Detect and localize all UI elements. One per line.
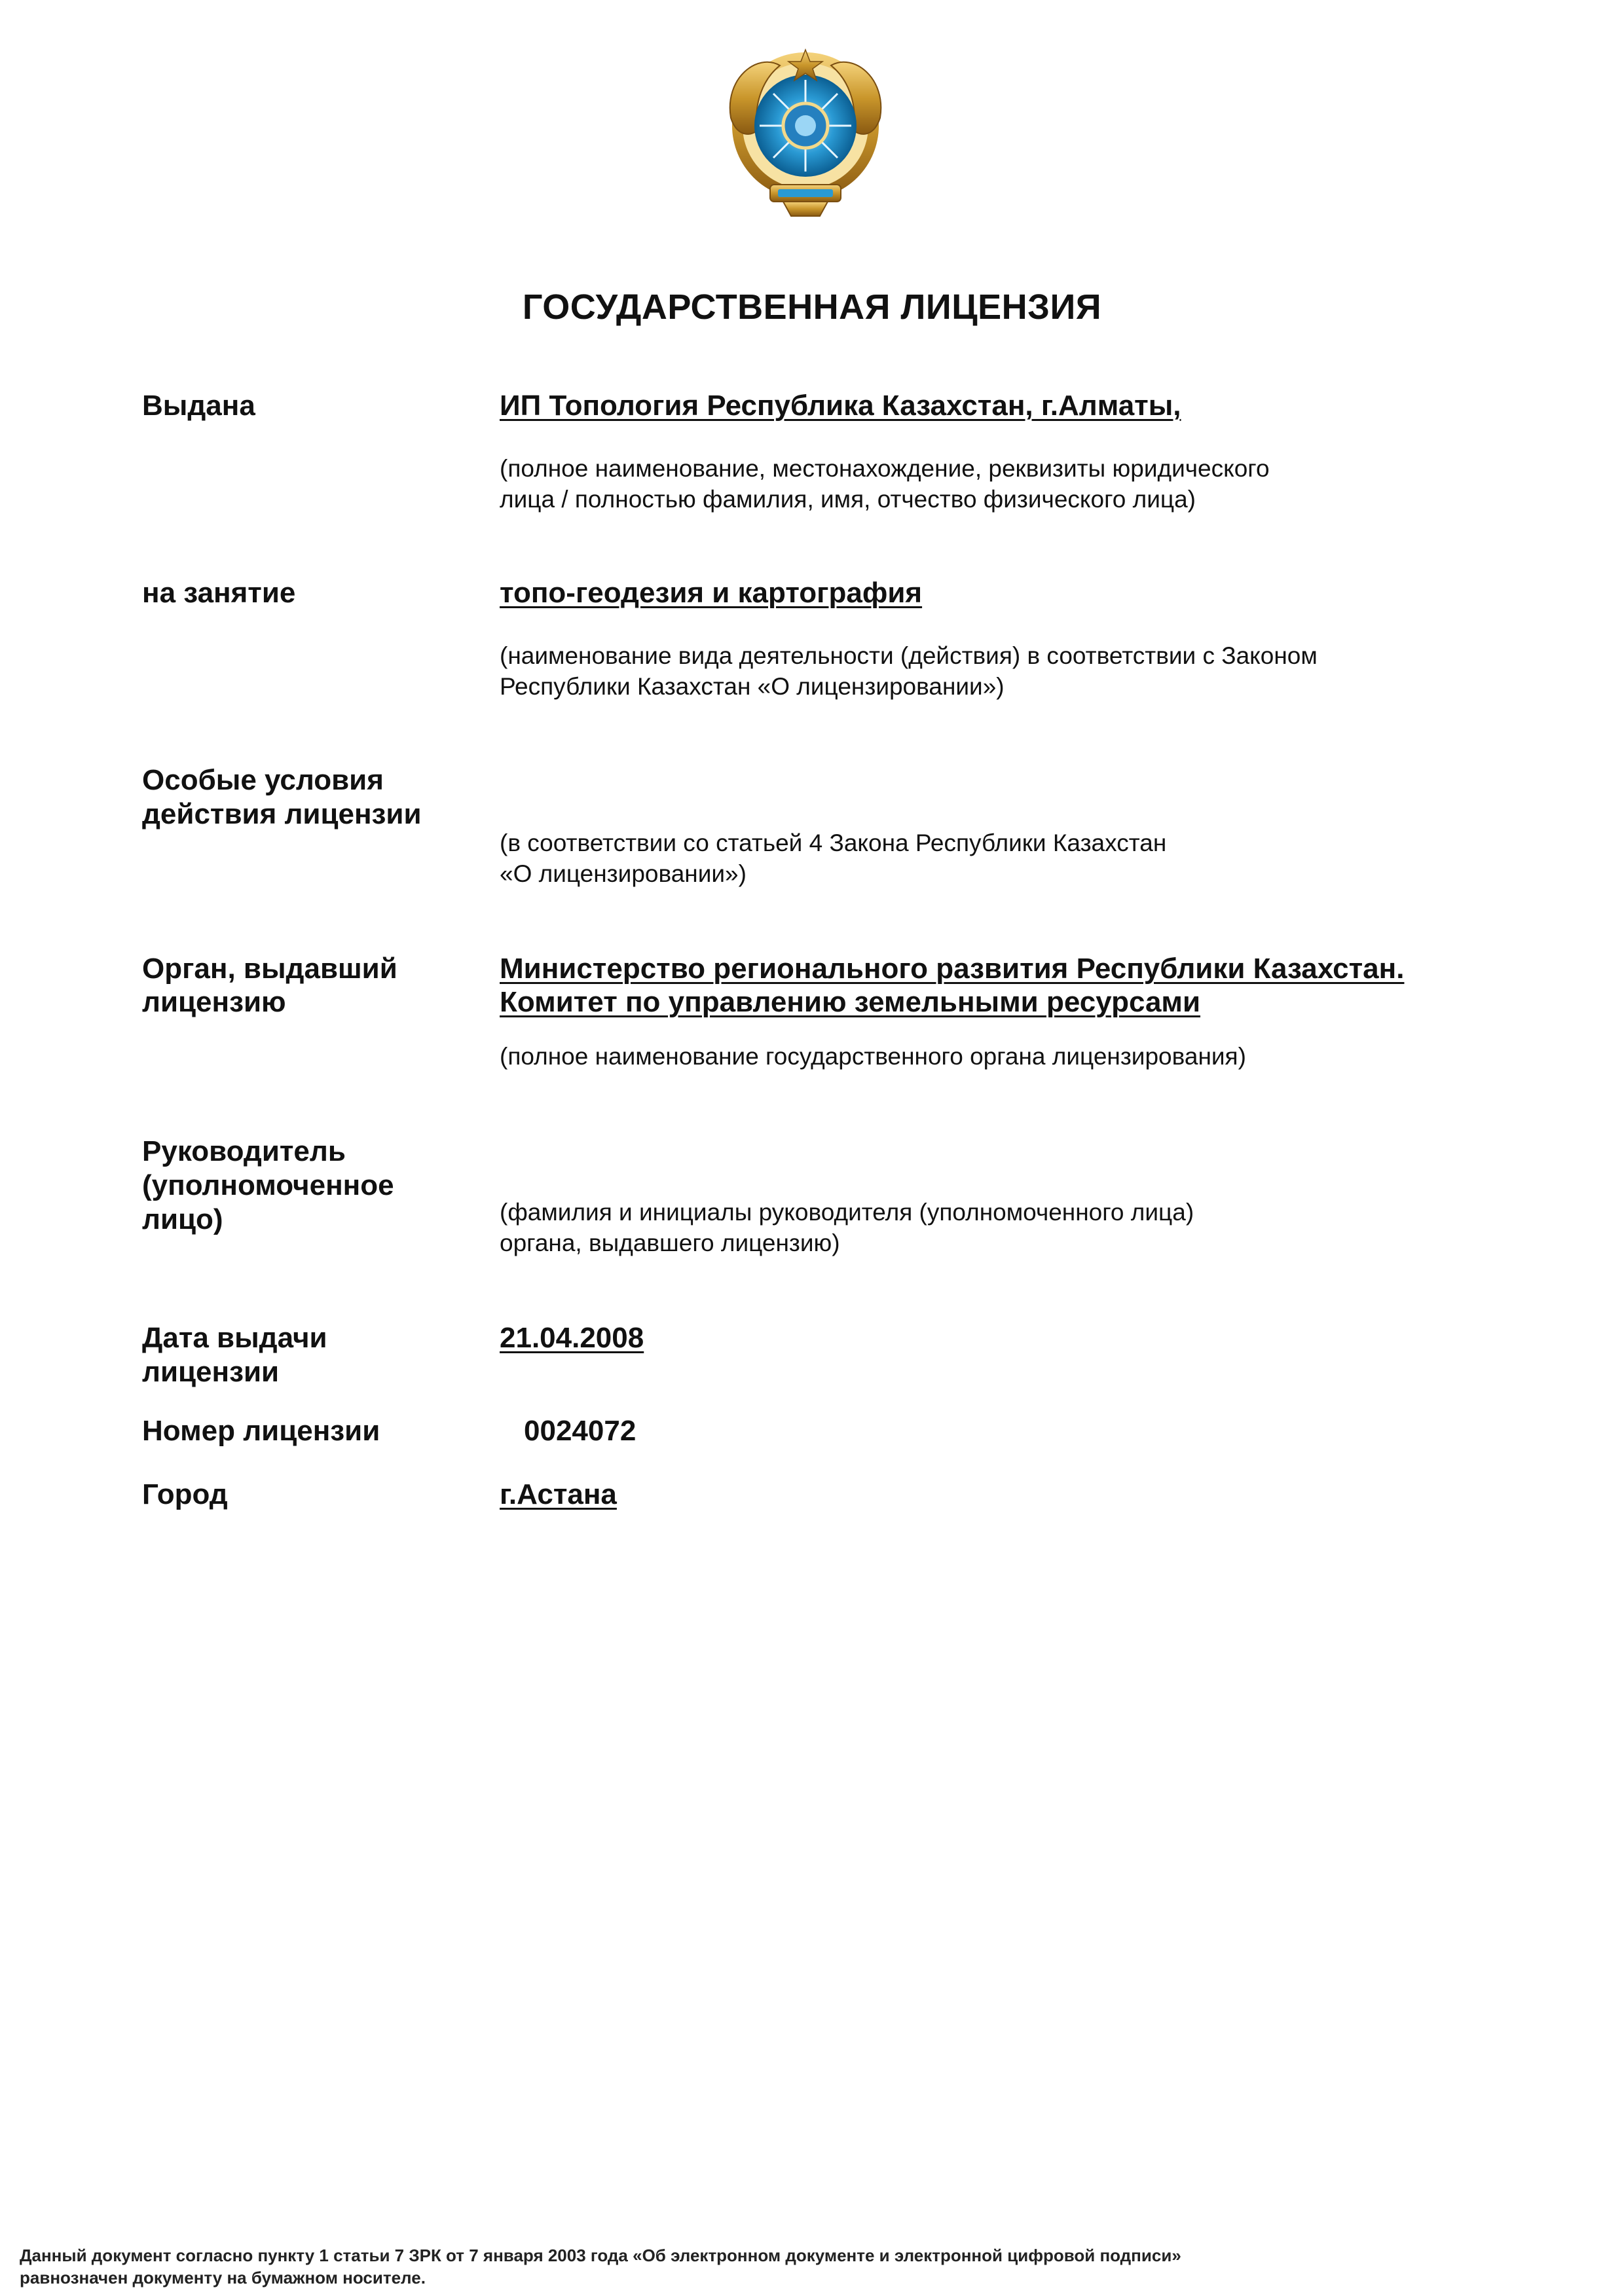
issue-date-label-line1: Дата выдачи: [142, 1322, 327, 1354]
activity-note-line1: (наименование вида деятельности (действия) в соответствии с Законом: [500, 642, 1318, 669]
activity-label: на занятие: [142, 577, 296, 609]
license-number-label: Номер лицензии: [142, 1415, 380, 1447]
activity-note-line2: Республики Казахстан «О лицензировании»): [500, 673, 1005, 700]
issue-date-label-line2: лицензии: [142, 1356, 280, 1388]
special-conditions-note-line1: (в соответствии со статьей 4 Закона Республики Казахстан: [500, 829, 1167, 856]
special-conditions-note-line2: «О лицензировании»): [500, 860, 747, 887]
issuing-body-note: (полное наименование государственного органа лицензирования): [500, 1043, 1246, 1070]
issuing-body-value-line1: Министерство регионального развития Республики Казахстан.: [500, 953, 1405, 985]
document-title: ГОСУДАРСТВЕННАЯ ЛИЦЕНЗИЯ: [522, 287, 1102, 327]
head-note-line2: органа, выдавшего лицензию): [500, 1230, 840, 1256]
issuing-body-value-line2: Комитет по управлению земельными ресурсами: [500, 986, 1201, 1018]
head-label-line2: (уполномоченное: [142, 1169, 394, 1201]
special-conditions-label-line2: действия лицензии: [142, 798, 422, 830]
issue-date-value: 21.04.2008: [500, 1322, 644, 1354]
legal-footer-line2: равнозначен документу на бумажном носителе.: [20, 2268, 426, 2287]
activity-value: топо-геодезия и картография: [500, 577, 923, 609]
license-number-value: 0024072: [524, 1415, 637, 1447]
kazakhstan-state-emblem-icon: [718, 39, 893, 221]
issuing-body-label-line1: Орган, выдавший: [142, 953, 397, 985]
special-conditions-label-line1: Особые условия: [142, 764, 384, 796]
legal-footer: [20, 2244, 1181, 2289]
issued-to-note-line1: (полное наименование, местонахождение, реквизиты юридического: [500, 455, 1270, 482]
head-label-line1: Руководитель: [142, 1135, 346, 1167]
head-note-line1: (фамилия и инициалы руководителя (уполномоченного лица): [500, 1199, 1194, 1226]
city-value: г.Астана: [500, 1478, 617, 1510]
city-label: Город: [142, 1478, 228, 1510]
issued-to-note-line2: лица / полностью фамилия, имя, отчество физического лица): [500, 486, 1196, 513]
issued-to-label: Выдана: [142, 390, 255, 422]
issuing-body-label-line2: лицензию: [142, 986, 286, 1018]
issued-to-value: ИП Топология Республика Казахстан, г.Алматы,: [500, 390, 1181, 422]
legal-footer-line1: Данный документ согласно пункту 1 статьи 7 ЗРК от 7 января 2003 года «Об электронном документе и электронной цифровой подписи»: [20, 2246, 1181, 2265]
head-label-line3: лицо): [142, 1203, 223, 1235]
